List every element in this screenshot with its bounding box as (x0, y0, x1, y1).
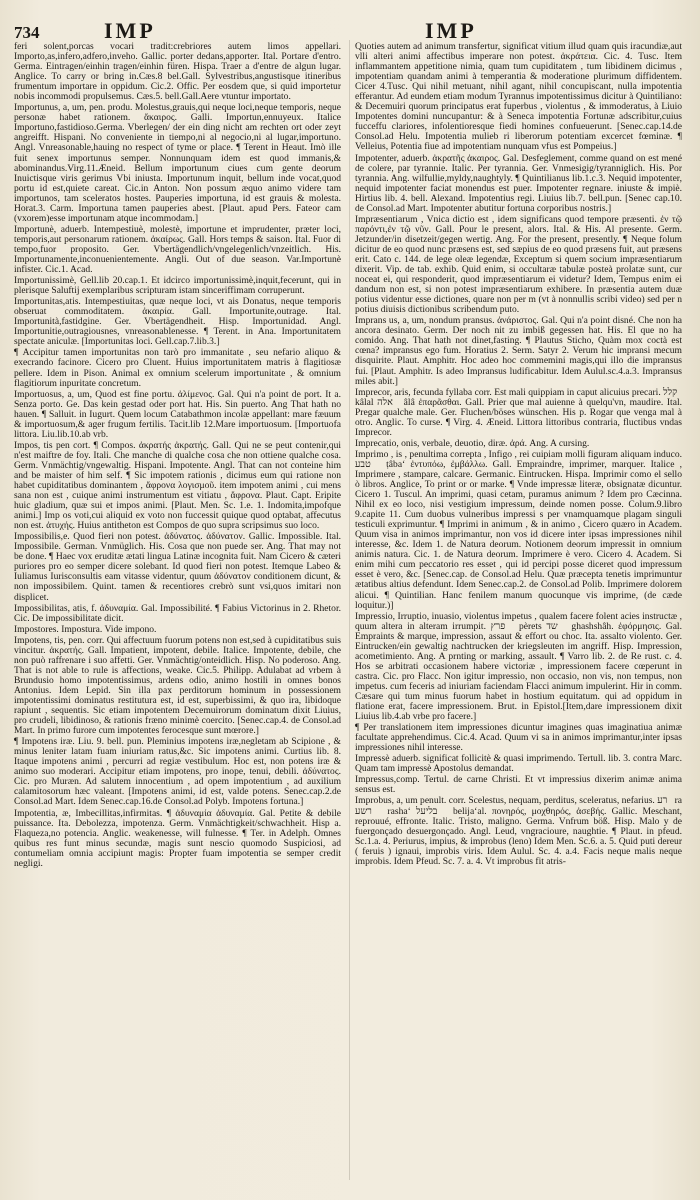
entry-paragraph: Imprans us, a, um, nondum pransus. ἀνάριστος. Gal. Qui n'a point disné. Che non ha ancora desinato. Germ. Der noch nit zu imbiß gegessen hat. His. El que no ha comido. Ang. That hath not dinet,fasting. ¶ Plautus Sticho, Quàm mox coctà est cœna? impransus ego fum. Horatius 2. Serm. Satyr 2. Verum hic impransi mecum disquirite. Plaut. Amphitr. Hoc adeo hoc commemini magis,qui illo die impransus fui. [Plaut. Amphitr. Is adeo Impransus ludificabitur. Idem Aulul.sc.4.a.3. Impransus miles abit.] (355, 315, 682, 387)
entry-paragraph: Imprecatio, onis, verbale, deuotio, diræ. ἀρά. Ang. A cursing. (355, 437, 590, 449)
page-header (14, 18, 684, 42)
entry-paragraph: Importunissimè, Gell.lib 20.cap.1. Et idcirco importunissimè,inquit,fecerunt, qui in plerisque Saluftij exemplaribus scripturam istam sinceriffimam corruperunt. (14, 275, 341, 297)
entry-paragraph: Importunus, a, um, pen. produ. Molestus,grauis,qui neque loci,neque temporis, neque personæ habet rationem. ἄκαιρος. Galli. Importun,ennuyeux. Italice Importuno,fastidioso.Germa. Vberlegen/ der ein ding nicht am rechten ort oder zeyt angreifft. Hispani. No conveniente in tiempo,ni al negocio,ni al lugar,importuno. Angl. Vnreasonable,hauing no respect of tyme or place. ¶ Terent in Heaut. Imò ille fuit senex importunus semper. Nonnunquam idem est quod immanis,& abominandus.Virg.11.Æneid. Bellum importunum ciues cum gente deorum Inuictisque viris gerimus Vbi iniusta. Importunum inquit, bellum inde vocat,quod portu id est,quiete careat. Cic.in Anton. Non possum æquo animo videre tam importunos, tam sceleratos hostes. Pauperies importuna, id est grauis & molesta. Horat.3. Carm. Importuna tamen pauperies abest. [Plaut. apud Pers. Fateor cam (vxorem)esse importunam atque incommodam.] (14, 102, 341, 224)
entry-paragraph: Impræsentiarum , Vnica dictio est , idem significans quod tempore præsenti. ἐν τῷ παρόντι,ἐν τῷ νῦν. Gall. Pour le present, alors. Ital. & His. Al presente. Germ. Jetzunder/in disetzeit/gegen wertig. Ang. For the present, presently. ¶ Neque folum dicitur de eo quod nunc præsens est, sed sæpius de eo quod præsens fuit, aut præsens erit. Cato c. 144. de lege oleæ legendæ, Exceptum si quem socium impræsentiarum dixerit. Vip. de tab. exhib. Quid enim, si occultaræ tabulæ posteà prolatæ sunt, cur noceat ei, qui responderit, quod impræsentiarum ei videtur? Idem, Tempus enim ei dandum non est, si non potest impræsentiarum exhibere. In præsentia autem duæ potius videntur esse dictiones, quare non per m (vt à nonnullis scribi video) sed per n potius diuisis dictionibus scribendum puto. (355, 213, 682, 316)
entry-paragraph: ¶ Per translationem item impressiones dicuntur imagines quas imaginatiua animæ facultate apprehendimus. Cic.4. Acad. Quum vi sa in animos imprimantur,inter ipsas impressiones nihil interesse. (355, 722, 682, 754)
left-running-headword: IMP (104, 18, 156, 43)
entry-paragraph: Impossibilis,e. Quod fieri non potest. ἀδύνατος. ἀδύνατον. Gallic. Impossible. Ital. Impossibile. German. Vnmüglich. His. Cosa que non puede ser. Ang. That may not be done. ¶ Haec vox eruditæ ætati lingua Latinæ incognita fuit. Nam Cicero & cæteri puriores pro eo semper dicere solebant. Id quod fieri non potest. Itemque Labeo & Iuliamus Iurisconsultis eam vitasse videntur, quum ἀδύνατον conditionem dicunt, & non impossibilem. Quint. tamen & recentiores crebrò sunt vsi,quos imitari non displicet. (14, 531, 341, 603)
entry-paragraph: Impotenter, aduerb. ἀκρατῆς ἀκαιρος. Gal. Desfeglement, comme quand on est mené de colere, par tyrannie. Italic. Per tyrannia. Ger. Vnmesigig/tyranniglich. His. Por tyrannia. Ang. wilfullie,myldy,naughtyly. ¶ Quintilianus lib.1.c.3. Nequid impotenter, nequid impotenter faciat monendus est puer. Impotenter regnare. iniuste & impiè. Hirtius lib. 4. bell. Alexand. Impotentius regi. Liuius lib.7. bell.pun. [Senec cap.10. de Consol.ad Mart. Impotenter abutitur fortuna corporibus nostris.] (355, 152, 682, 214)
entry-paragraph: Impressio, Irruptio, inuasio, violentus impetus , qualem facere folent acies instructæ , quum altera in alteram irrumpit. ‏ פרץ ‎ pèrets ‏ שד ‎ ghashshâh. ἐφόρμησις. Gal. Empraints & marque, impression, assaut & effort ou choc. Ita. assalto violento. Ger. Eintrucken/ein gewaltig nachtrucken der kriegsleuten im angriff. Hisp. Impression, acometimiento. Ang. A prnting or marking, assault. ¶ Varro lib. 2. de Re rust. c. 4. Hos se arbitrati occasionem habere victoriæ , impressionem facere cœperunt in castra. Cic. pro Flacc. Non igitur impressio, non occasio, non vis, non tempus, non impetus. cum feceris ad iniuriam faciendam Flacci animum impulerint. Hir in comm. Cæsare qui tum minus fuorum habet in hostium equitatum. qui ad oppidum in flatione erat, facere impressionem. Brut. in Epistol.[Item,dare impressionem dixit Liuius lib.4.ab vrbe pro facere.] (355, 610, 682, 723)
entry-paragraph: Impossibilitas, atis, f. ἀδυναμία. Gal. Impossibilité. ¶ Fabius Victorinus in 2. Rhetor. Cic. De impossibilitate dicit. (14, 602, 341, 624)
entry-paragraph: Impressè aduerb. significat follicitè & quasi imprimendo. Tertull. lib. 3. contra Marc. Quam tam impressè Apostolus demandat. (355, 753, 682, 775)
entry-paragraph: Impressus,comp. Tertul. de carne Christi. Et vt impressius dixerim animæ anima sensus est. (355, 774, 682, 796)
entry-paragraph: Improbus, a, um penult. corr. Scelestus, nequam, perditus, sceleratus, nefarius. ‏ רע ‎ ra ‏ רשע ‎ rashaʻ ‏ בליעל ‎ belijaʻal. πονηρός, μοχθηρός, ἀσεβής. Gallic. Meschant, reprouué, effronte. Italic. Tristo, maligno. Germa. Vnfrum böß. Hisp. Malo y de fuergonçado desuergonçado. Angl. Leud, vngracioure, naughtie. ¶ Plaut. in pfeud. Sc.1.a. 4. Periurus, impius, & improbus (leno) Idem Men. Sc.6. a. 5. Quid puti dereur ( feruis ) ignaui, improbis viris. Idem Aulul. Sc. 4. a.4. Facis neque malis neque improbis. Idem Pfeud. Sc. 7. a. 4. Vt improbus fit atris- (355, 795, 682, 867)
column-divider (349, 40, 350, 1180)
entry-paragraph: Impotentia, æ, Imbecillitas,infirmitas. ¶ ἀδυναμία ἀδυναμία. Gal. Petite & debile puissance. Ita. Debolezza, impotenza. Germ. Vnmächtigkeit/schwachheit. Hisp a. Flaqueza,no potencia. Anglic. weakenesse, will fulnesse. ¶ Ter. in Adelph. Omnes quibus res funt minus secundæ, magis sunt nescio quomodo Suspiciosi, ad contumeliam omnia accipiunt magis: Propter fuam impotentia se semper credit negligi. (14, 807, 341, 869)
left-column (14, 42, 341, 1192)
right-column (355, 42, 682, 1192)
entry-paragraph: Impostores. Impostura. Vide impono. (14, 623, 157, 635)
entry-paragraph: ¶ Accipitur tamen importunitas non tarò pro immanitate , seu nefario aliquo & execrando facinore. Cicero pro Cluent. Huius importunitatem matris à flagitiosæ pellere. Idem in Pison. Animal ex omnium scelerum importunitate , & omnium flagitiorum inpuritate concretum. (14, 347, 341, 389)
page-number: 734 (14, 23, 40, 42)
entry-paragraph: Quoties autem ad animum transfertur, significat vitium illud quam quis iracundiæ,aut vlli alteri animi affectibus imperare non potest. ἀκράτεια. Cic. 4. Tusc. Item inflammantem appetitione nimia, quam tum cupiditatem , tum libidinem dicimus , impotentiam quandam animi à temperantia & moderatione plurimum diffidentem. Cicer 4.Tusc. Qui nihil metuant, nihil agant, nihil concupiscant, nulla impotentia efferantur. Ad eundem etiam modum Tyrannus impotentissimus dicitur à Quintiliano: & Decemuiri quorum principatus erat fuperbus , violentus , & immoderatus, à Liuio Impotentes domini nuncupantur: & à Seneca impotentia Fortunæ adscribitur,cuius fucceffu clariores, infolentioresque fiedi homines confueuerunt. [Senec.cap.14.de Consol.ad Helu. Impotentia mulieb ri liberorum potentiam excercet fœminæ. ¶ Velleius, Potentia fiue ad impotentiam nunquam vfus est Pompeius.] (355, 42, 682, 153)
right-running-headword: IMP (425, 18, 477, 43)
entry-paragraph: Imprecor, aris, fecunda fyllaba corr. Est mali quippiam in caput alicuius precari. ‏ קלל ‎ kâlal ‏ אלה ‎ âlâ ἐπαρᾶσθαι. Gall. Prier que mal auienne à quelqu'vn, maudire. Ital. Pregar qualche male. Ger. Fluchen/böses wünschen. His p. Rogar que venga mal à otro. Anglic. To curse. ¶ Virg. 4. Æneid. Littora littoribus contraria, fluctibus vndas Imprecor. (355, 386, 682, 438)
entry-paragraph: ¶ Impotens iræ. Liu. 9. bell. pun. Pleminius impotens iræ,negletam ab Scipione , & minus leniter latam fuam iniuriam ratus,&c. Sic impotens animi. Curtius lib. 8. Itaque impotens animi , percurri ad regiæ vestibulum. Hoc est, non potens iræ & animo suo moderari. Accipitur etiam impotens, pro inope, tenui, debili. ἀδύνατος. Cic. pro Muræn. Ad salutem innocentium , ad opem impotentium , ad auxilium calamitosorum hæc valeant. [Impotens animi, id est, valde potens. Senec.cap.2.de Consol.ad Mart. Idem Senec.cap.16.de Consol.ad Polyb. Impotens fortuna.] (14, 736, 341, 808)
entry-paragraph: Importunitas,atis. Intempestiuitas, quæ neque loci, vt ais Donatus, neque temporis obseruat commoditatem. ἀκαιρία. Gall. Importunite,outrage. Ital. Importunità,fastidgine. Ger. Vbertägendheit. Hisp. Importunidad. Angl. Importunitie,outragiousnes, vnreasonablenesse. ¶ Terent. in Ana. Importunitatem spectate aniculæ. [Importunitas loci. Gell.cap.7.lib.3.] (14, 296, 341, 348)
entry-paragraph: Impos, tis pen cort. ¶ Compos. ἀκρατής ἀκρατής. Gall. Qui ne se peut contenir,qui n'est maiftre de foy. Itali. Che manche di qualche cosa che non ottiene qualche cosa. Germ. Vnmächtig/vngewaltig. Hispani. Impotente. Angl. That can not conteine him and be maister of him self. ¶ Sic impotem rationis , dicimus eum qui ratione non habet cupiditatibus dominantem , ἄφρονα λογισμοῦ. item impotem animi , cui mens sana non est , cuique animi instrumentum est vitiatu , ἄφρονα. Plaut. Capt. Eripite huic gladium, quæ sui et impos animi. [Plaut. Men. Sc. 1.e. 1. Indomita,impofque animi.] Imp os voti,cui aliquid ex voto non fuccessit quique quod optabat, affecutus non est. ἀτυχής. Huius antitheton est Compos de quo supra scripsimus suo loco. (14, 439, 341, 532)
entry-paragraph: Importuosus, a, um, Quod est fine portu. ἀλίμενος. Gal. Qui n'a point de port. It a. Senza porto. Ge. Das kein gestad oder port hat. His. Sin puerto. Ang That hath no hauen. ¶ Salluit. in Iugurt. Quem locum Catabathmon incolæ appellant: mare fæuum & importuosum,& ager frugum fertilis. Tacit.lib 12.Mare importuosum. [Importuofa littora. Liu.lib.10.ab vrb. (14, 388, 341, 440)
entry-paragraph: feri solent,porcas vocari tradit:crebriores autem limos appellari. Importo,as,infero,adfero,inveho. Gallic. porter dedans,apporter. Ital. Portare d'entro. Germa. Eintragen/einhin tragen/einhin füren. Hispa. Traer a d'entre de algun lugar. Anglice. To carry or bring in.Cæs.8 bel.Gall. Sylvestribus,angustisque itineribus frumentum importare in oppidum. Cic.2. Offic. Per eosdem que, si quid importetur nobis incommodi propulsemus. Cæs.5. bell.Gall.Aere vtuntur importato. (14, 42, 341, 103)
entry-paragraph: Impotens, tis, pen. corr. Qui affectuum fuorum potens non est,sed à cupiditatibus suis vincitur. ἀκρατής. Gall. Impatient, impotent, debile. Italice. Impotente, debile, che non può raffrenare i suo affetti. Ger. Vnmächtig/onteidlich. Hisp. No poderoso. Ang. That is not able to rule is affections, weake. Cic.5. Philipp. Adulabat ad vrbem à Brundusio homo impotentissimus, ardens odio, animo hostili in omnes bonos Antonius. Idem Lepid. Sin illa pax perditorum hominum in possessionem impotentissimi dominatus restitutura est, id est, superbissimi, & quo ira, libidoque rapiunt , sequentis. Sic etiam impotentem Decemuirorum dominatum dixit Liuius, pro crudeli, libidinoso, & rationis fræno minimè coercito. [Senec.cap.4. de Consol.ad Mart. In primo furore cum impotentes ferocesque sunt mœrore.] (14, 634, 341, 737)
entry-paragraph: Importunè, aduerb. Intempestiuè, molestè, importune et imprudenter, præter loci, temporis,aut personarum rationem. ἀκαίρως. Gall. Hors temps & saison. Ital. Fuor di tempo,fuor proposito. Ger. Vbertägendlich/vngelegenlich/vnzeitlich. His. Importunamente,inconuenientemente. Angli. Out of due season. Var.Importunè infister. Cic.1. Acad. (14, 223, 341, 276)
entry-paragraph: Imprimo , is , penultima correpta , Infigo , rei cuipiam molli figuram aliquam induco. ‏ טבע ‎ ṭâbaʻ ἐντυπόω, ἐμβάλλω. Gall. Empraindre, imprimer, marquer. Italice , Imprimere , stampare, calcare. Germanic. Eintrucken. Hispa. Imprimir como el sello ò libros. Anglice, To print or or marke. ¶ Vnde impressæ literæ, obsignatæ dicuntur. Cicero 1. Tuscul. An imprimi, quasi cetam, puramus animum ? Idem pro Cæcinna. Nihil ex eo loco, nisi vestigium impressum, deinde nomen posse. Colum.9.libro 9.capite 11. Cum duobus vulneribus impressi s per vnamquamque plagam singuli testiculi exprimuntur. ¶ Imprimi in animum , & in animo , Cicero quæro in Academ. Quum visa in animos imprimantur, non vos id dicere inter ipsas impressiones nihil interesse, &c. Idem 1. de Natura deorum. Notionem deorum impressit in omnium animis natura. Cic. 1. de Natura deorum. Imprimere è vero. Cicero 4. Academ. Si enim mihi cum peccatorio res esset , qui id percipi posse diceret quod impressum esset è vero, &c. [Senec.cap. de Consol.ad Helu. Quæ præcepta tenetis imprimuntur ætatibus altius defendunt. Idem Senec.cap.2. de Consol.ad Polib. Imprimere dolorem alicui. ¶ Quintilian. Hanc fenilem manum quocunque vis imprime, (de cæde loquitur.)] (355, 448, 682, 611)
